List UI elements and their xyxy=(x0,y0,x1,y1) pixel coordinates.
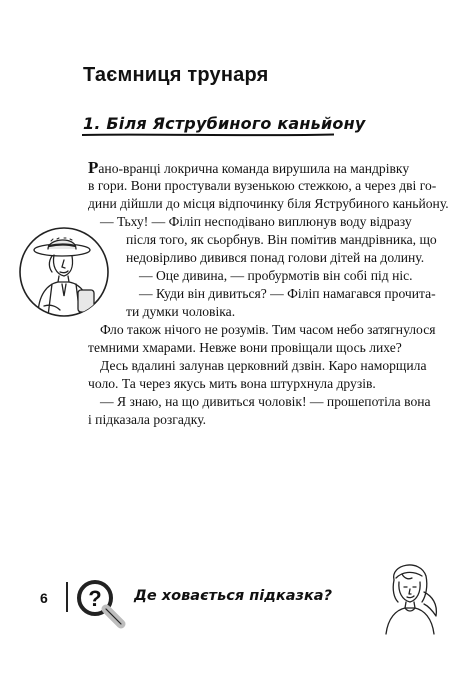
paragraph-line: ти думки чоловіка. xyxy=(126,304,236,319)
man-with-hat-illustration xyxy=(18,220,110,320)
footer-label: Де ховається підказка? xyxy=(134,588,332,604)
paragraph-line: — Куди він дивиться? — Філіп намагався прочита- xyxy=(139,286,436,301)
paragraph-line: Фло також нічого не розумів. Тим часом небо затягнулося xyxy=(100,322,436,337)
drop-cap: Р xyxy=(88,158,99,177)
paragraph-line: дини дійшли до місця відпочинку біля Яструбиного каньйону. xyxy=(88,196,449,211)
paragraph-line: і підказала розгадку. xyxy=(88,412,207,427)
chapter-underline xyxy=(82,133,334,137)
paragraph-line: Десь вдалині залунав церковний дзвін. Каро наморщила xyxy=(100,358,427,373)
book-title: Таємниця трунаря xyxy=(83,64,269,86)
paragraph-line: в гори. Вони простували вузенькою стежкою, а через дві го- xyxy=(88,178,437,193)
paragraph-line: чоло. Та через якусь мить вона штурхнула друзів. xyxy=(88,376,376,391)
paragraph-line: після того, як сьорбнув. Він помітив мандрівника, що xyxy=(126,232,437,247)
paragraph-line xyxy=(88,159,409,178)
paragraph-line: — Тьху! — Філіп несподівано виплюнув воду відразу xyxy=(100,214,412,229)
footer-divider xyxy=(66,582,68,612)
paragraph-line: недовірливо дивився понад голови дітей на долину. xyxy=(126,250,425,265)
paragraph-line: — Я знаю, на що дивиться чоловік! — прошепотіла вона xyxy=(100,394,431,409)
paragraph-line: — Оце дивина, — пробурмотів він собі під ніс. xyxy=(139,268,413,283)
paragraph-line: темними хмарами. Невже вони провіщали щось лихе? xyxy=(88,340,402,355)
chapter-title: 1. Біля Яструбиного каньйону xyxy=(83,114,366,133)
svg-text:?: ? xyxy=(88,586,102,611)
text-span: ано-вранці локрична команда вирушила на мандрівку xyxy=(98,161,410,176)
page-number: 6 xyxy=(40,590,48,606)
girl-illustration xyxy=(372,556,452,636)
magnifier-question-icon xyxy=(73,576,129,630)
